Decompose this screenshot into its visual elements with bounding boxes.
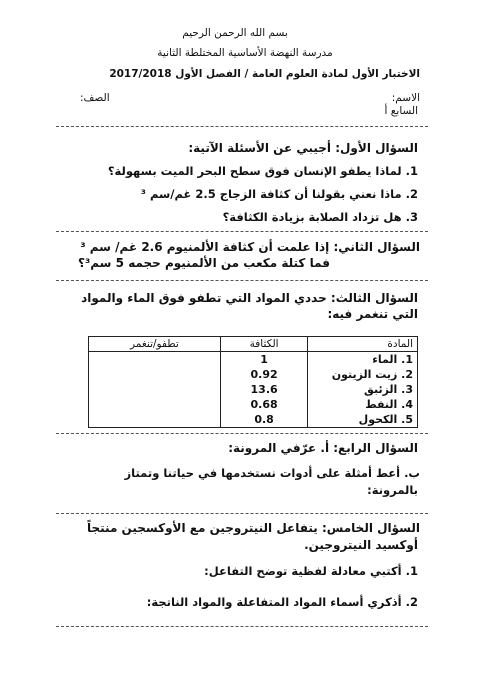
q5-item-2: 2. أذكري أسماء المواد المتفاعلة والمواد الناتجة: xyxy=(146,595,418,609)
q5-item-1: 1. أكتبي معادلة لفظية توضح التفاعل: xyxy=(204,564,418,578)
section-label: السابع أ xyxy=(384,105,418,117)
q1-item-2: 2. ماذا نعني بقولنا أن كثافة الزجاج 2.5 غم/سم ³ xyxy=(140,187,418,201)
divider xyxy=(56,513,428,514)
table-row xyxy=(89,412,418,428)
col-header-density: الكثافة xyxy=(220,337,308,352)
q4-title: السؤال الرابع: أ. عرّفي المرونة: xyxy=(228,441,418,455)
q4-line-1: ب. أعط أمثلة على أدوات نستخدمها في حياتنا وتمتاز xyxy=(124,466,420,480)
substance-name: 2. زيت الزيتون xyxy=(308,367,418,382)
class-label: الصف: xyxy=(80,92,110,104)
q3-line-2: التي تنغمر فيه: xyxy=(327,307,418,321)
q2-line-1: السؤال الثاني: إذا علمت أن كثافة الألمنيوم 2.6 غم/ سم ³ xyxy=(80,240,420,254)
q4-line-2: بالمرونة: xyxy=(367,483,418,497)
col-header-float-sink: تطفو/تنغمر xyxy=(89,337,221,352)
divider xyxy=(56,280,428,281)
table-row xyxy=(89,352,418,368)
q1-item-1: 1. لماذا يطفو الإنسان فوق سطح البحر الميت بسهولة؟ xyxy=(107,164,418,178)
substance-density: 13.6 xyxy=(220,382,308,397)
substance-name: 5. الكحول xyxy=(308,412,418,428)
q2-line-2: فما كتلة مكعب من الألمنيوم حجمه 5 سم³؟ xyxy=(78,256,330,270)
q5-line-1: السؤال الخامس: يتفاعل النيتروجين مع الأوكسجين منتجاً xyxy=(87,521,420,535)
substance-name: 1. الماء xyxy=(308,352,418,368)
table-row xyxy=(89,367,418,382)
q5-line-2: أوكسيد النيتروجين. xyxy=(304,538,418,552)
float-sink-answer[interactable] xyxy=(89,367,221,382)
substance-density: 0.68 xyxy=(220,397,308,412)
substance-name: 3. الزئبق xyxy=(308,382,418,397)
substance-name: 4. النفط xyxy=(308,397,418,412)
table-row xyxy=(89,397,418,412)
col-header-substance: المادة xyxy=(308,337,418,352)
float-sink-answer[interactable] xyxy=(89,382,221,397)
substance-density: 0.8 xyxy=(220,412,308,428)
density-table xyxy=(88,336,418,428)
table-header-row xyxy=(89,337,418,352)
substance-density: 0.92 xyxy=(220,367,308,382)
divider xyxy=(56,626,428,627)
q3-line-1: السؤال الثالث: حددي المواد التي تطفو فوق الماء والمواد xyxy=(81,291,418,305)
divider xyxy=(56,126,428,127)
float-sink-answer[interactable] xyxy=(89,352,221,368)
float-sink-answer[interactable] xyxy=(89,412,221,428)
divider xyxy=(56,231,428,232)
divider xyxy=(56,433,428,434)
school-name: مدرسة النهضة الأساسية المختلطة الثانية xyxy=(157,47,333,59)
q1-title: السؤال الأول: أجيبي عن الأسئلة الآتية: xyxy=(188,141,418,155)
table-row xyxy=(89,382,418,397)
substance-density: 1 xyxy=(220,352,308,368)
exam-title: الاختبار الأول لمادة العلوم العامة / الفصل الأول 2017/2018 xyxy=(109,68,420,80)
name-label: الاسم: xyxy=(391,92,420,104)
float-sink-answer[interactable] xyxy=(89,397,221,412)
q1-item-3: 3. هل تزداد الصلابة بزيادة الكثافة؟ xyxy=(222,210,418,224)
basmala: بسم الله الرحمن الرحيم xyxy=(182,27,288,39)
